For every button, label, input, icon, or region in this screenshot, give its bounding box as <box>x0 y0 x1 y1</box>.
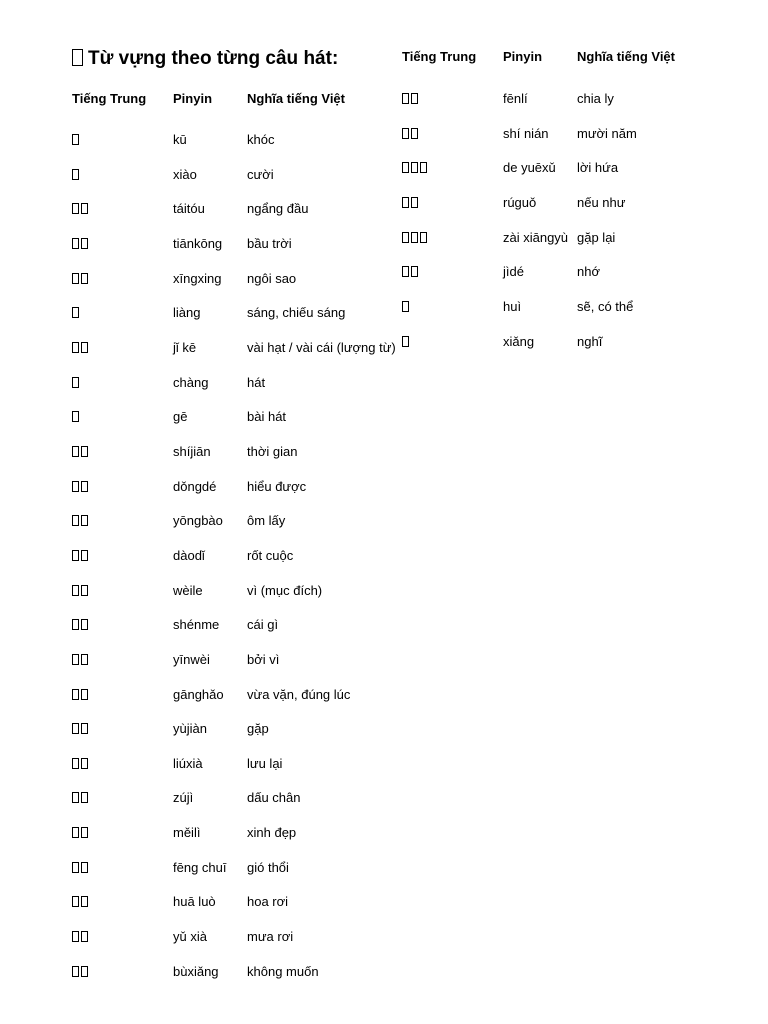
meaning-cell: cười <box>247 166 274 182</box>
missing-glyph-icon <box>72 654 79 665</box>
header-meaning: Nghĩa tiếng Việt <box>577 49 675 64</box>
chinese-word-cell <box>402 193 420 213</box>
missing-glyph-icon <box>72 377 79 388</box>
chinese-word-cell <box>402 158 429 178</box>
missing-glyph-icon <box>72 446 79 457</box>
chinese-word-cell <box>72 442 90 462</box>
missing-glyph-icon <box>72 307 79 318</box>
missing-glyph-icon <box>81 481 88 492</box>
missing-glyph-icon <box>72 585 79 596</box>
chinese-word-cell <box>72 546 90 566</box>
pinyin-cell: tiānkōng <box>173 235 223 251</box>
missing-glyph-icon <box>72 515 79 526</box>
missing-glyph-icon <box>72 550 79 561</box>
missing-glyph-icon <box>72 723 79 734</box>
meaning-cell: ngôi sao <box>247 270 297 286</box>
pinyin-cell: xiào <box>173 166 197 182</box>
meaning-cell: nhớ <box>577 264 600 280</box>
pinyin-cell: liúxià <box>173 755 203 771</box>
meaning-cell: lưu lại <box>247 755 283 771</box>
pinyin-cell: fēng chuī <box>173 859 227 875</box>
meaning-cell: gặp <box>247 721 269 737</box>
meaning-cell: vừa vặn, đúng lúc <box>247 686 351 702</box>
pinyin-cell: de yuēxǔ <box>503 160 556 176</box>
pinyin-cell: rúguǒ <box>503 194 537 210</box>
meaning-cell: khóc <box>247 132 275 147</box>
missing-glyph-icon <box>72 966 79 977</box>
missing-glyph-icon <box>81 723 88 734</box>
pinyin-cell: huā luò <box>173 894 216 910</box>
missing-glyph-icon <box>411 93 418 104</box>
missing-glyph-icon <box>72 203 79 214</box>
meaning-cell: nếu như <box>577 194 626 210</box>
missing-glyph-icon <box>420 232 427 243</box>
meaning-cell: thời gian <box>247 443 298 459</box>
pinyin-cell: yīnwèi <box>173 651 210 667</box>
chinese-word-cell <box>402 297 411 317</box>
chinese-word-cell <box>72 130 81 150</box>
pinyin-cell: wèile <box>173 582 203 598</box>
missing-glyph-icon <box>72 342 79 353</box>
missing-glyph-icon <box>72 619 79 630</box>
chinese-word-cell <box>72 303 81 323</box>
meaning-cell: gặp lại <box>577 229 616 245</box>
chinese-word-cell <box>402 262 420 282</box>
pinyin-cell: zài xiāngyù <box>503 229 569 245</box>
meaning-cell: rốt cuộc <box>247 547 294 563</box>
missing-glyph-icon <box>81 515 88 526</box>
missing-glyph-icon <box>72 862 79 873</box>
missing-glyph-icon <box>81 203 88 214</box>
missing-glyph-icon <box>402 93 409 104</box>
missing-glyph-icon <box>402 128 409 139</box>
pinyin-cell: yùjiàn <box>173 721 207 737</box>
chinese-word-cell <box>72 650 90 670</box>
missing-glyph-icon <box>402 336 409 347</box>
pinyin-cell: dàodǐ <box>173 547 205 563</box>
missing-glyph-icon <box>81 862 88 873</box>
missing-glyph-icon <box>81 654 88 665</box>
meaning-cell: hát <box>247 374 266 390</box>
header-chinese: Tiếng Trung <box>72 91 147 106</box>
meaning-cell: hiểu được <box>247 478 307 494</box>
pinyin-cell: chàng <box>173 374 209 390</box>
chinese-word-cell <box>72 685 90 705</box>
missing-glyph-icon <box>81 273 88 284</box>
pinyin-cell: xīngxing <box>173 270 222 286</box>
chinese-word-cell <box>72 199 90 219</box>
missing-glyph-icon <box>420 162 427 173</box>
chinese-word-cell <box>402 228 429 248</box>
meaning-cell: không muốn <box>247 963 319 979</box>
chinese-word-cell <box>402 124 420 144</box>
missing-glyph-icon <box>402 301 409 312</box>
chinese-word-cell <box>402 89 420 109</box>
missing-glyph-icon <box>81 931 88 942</box>
pinyin-cell: jǐ kē <box>173 339 197 355</box>
header-pinyin: Pinyin <box>173 91 213 106</box>
pinyin-cell: liàng <box>173 305 201 321</box>
chinese-word-cell <box>72 615 90 635</box>
missing-glyph-icon <box>72 827 79 838</box>
missing-glyph-icon <box>402 162 409 173</box>
header-chinese: Tiếng Trung <box>402 49 477 64</box>
page-title-text: Từ vựng theo từng câu hát: <box>88 48 339 69</box>
header-pinyin: Pinyin <box>503 49 543 64</box>
pinyin-cell: gānghǎo <box>173 686 224 702</box>
pinyin-cell: shí nián <box>503 125 549 141</box>
meaning-cell: lời hứa <box>577 160 619 176</box>
chinese-word-cell <box>72 407 81 427</box>
missing-glyph-icon <box>411 266 418 277</box>
missing-glyph-icon <box>81 585 88 596</box>
meaning-cell: ngẩng đầu <box>247 201 309 217</box>
missing-glyph-icon <box>411 128 418 139</box>
meaning-cell: nghĩ <box>577 333 603 349</box>
chinese-word-cell <box>72 269 90 289</box>
missing-glyph-icon <box>81 896 88 907</box>
pinyin-cell: yǔ xià <box>173 929 207 945</box>
missing-glyph-icon <box>72 792 79 803</box>
pinyin-cell: shénme <box>173 617 220 633</box>
meaning-cell: cái gì <box>247 617 279 633</box>
missing-glyph-icon <box>72 238 79 249</box>
chinese-word-cell <box>72 754 90 774</box>
meaning-cell: ôm lấy <box>247 513 286 529</box>
pinyin-cell: fēnlí <box>503 91 528 106</box>
pinyin-cell: kū <box>173 132 187 147</box>
pinyin-cell: huì <box>503 298 522 314</box>
pinyin-cell: měilì <box>173 825 201 841</box>
missing-glyph-icon <box>402 197 409 208</box>
pinyin-cell: xiǎng <box>503 333 535 349</box>
meaning-cell: bầu trời <box>247 235 292 251</box>
chinese-word-cell <box>72 962 90 982</box>
missing-glyph-icon <box>81 792 88 803</box>
chinese-word-cell <box>72 338 90 358</box>
missing-glyph-icon <box>81 238 88 249</box>
meaning-cell: hoa rơi <box>247 894 289 910</box>
missing-glyph-icon <box>72 49 83 66</box>
chinese-word-cell <box>72 477 90 497</box>
missing-glyph-icon <box>72 273 79 284</box>
missing-glyph-icon <box>72 411 79 422</box>
meaning-cell: vì (mục đích) <box>247 582 323 598</box>
missing-glyph-icon <box>402 232 409 243</box>
missing-glyph-icon <box>72 931 79 942</box>
chinese-word-cell <box>402 332 411 352</box>
chinese-word-cell <box>72 581 90 601</box>
chinese-word-cell <box>72 719 90 739</box>
chinese-word-cell <box>72 234 90 254</box>
meaning-cell: sẽ, có thể <box>577 298 634 314</box>
pinyin-cell: táitóu <box>173 201 205 217</box>
chinese-word-cell <box>72 823 90 843</box>
missing-glyph-icon <box>402 266 409 277</box>
missing-glyph-icon <box>81 342 88 353</box>
missing-glyph-icon <box>81 966 88 977</box>
chinese-word-cell <box>72 892 90 912</box>
missing-glyph-icon <box>411 162 418 173</box>
missing-glyph-icon <box>81 758 88 769</box>
missing-glyph-icon <box>72 896 79 907</box>
chinese-word-cell <box>72 788 90 808</box>
missing-glyph-icon <box>72 758 79 769</box>
pinyin-cell: gē <box>173 409 188 425</box>
missing-glyph-icon <box>411 197 418 208</box>
pinyin-cell: jìdé <box>503 264 524 280</box>
chinese-word-cell <box>72 927 90 947</box>
meaning-cell: mưa rơi <box>247 929 294 945</box>
meaning-cell: bài hát <box>247 409 287 425</box>
chinese-word-cell <box>72 511 90 531</box>
chinese-word-cell <box>72 858 90 878</box>
missing-glyph-icon <box>81 827 88 838</box>
pinyin-cell: yōngbào <box>173 513 223 529</box>
chinese-word-cell <box>72 373 81 393</box>
meaning-cell: vài hạt / vài cái (lượng từ) <box>247 339 396 355</box>
pinyin-cell: bùxiǎng <box>173 963 219 979</box>
missing-glyph-icon <box>81 550 88 561</box>
missing-glyph-icon <box>72 134 79 145</box>
pinyin-cell: shíjiān <box>173 443 211 459</box>
pinyin-cell: zújì <box>173 790 194 806</box>
meaning-cell: sáng, chiếu sáng <box>247 305 346 321</box>
meaning-cell: dấu chân <box>247 790 301 806</box>
meaning-cell: bởi vì <box>247 651 280 667</box>
missing-glyph-icon <box>81 446 88 457</box>
meaning-cell: chia ly <box>577 91 614 106</box>
missing-glyph-icon <box>72 169 79 180</box>
missing-glyph-icon <box>411 232 418 243</box>
missing-glyph-icon <box>81 619 88 630</box>
missing-glyph-icon <box>72 481 79 492</box>
meaning-cell: gió thổi <box>247 859 289 875</box>
page-title <box>72 46 338 72</box>
meaning-cell: xinh đẹp <box>247 825 297 841</box>
missing-glyph-icon <box>72 689 79 700</box>
meaning-cell: mười năm <box>577 125 637 141</box>
missing-glyph-icon <box>81 689 88 700</box>
header-meaning: Nghĩa tiếng Việt <box>247 91 345 106</box>
chinese-word-cell <box>72 165 81 185</box>
pinyin-cell: dǒngdé <box>173 478 217 494</box>
